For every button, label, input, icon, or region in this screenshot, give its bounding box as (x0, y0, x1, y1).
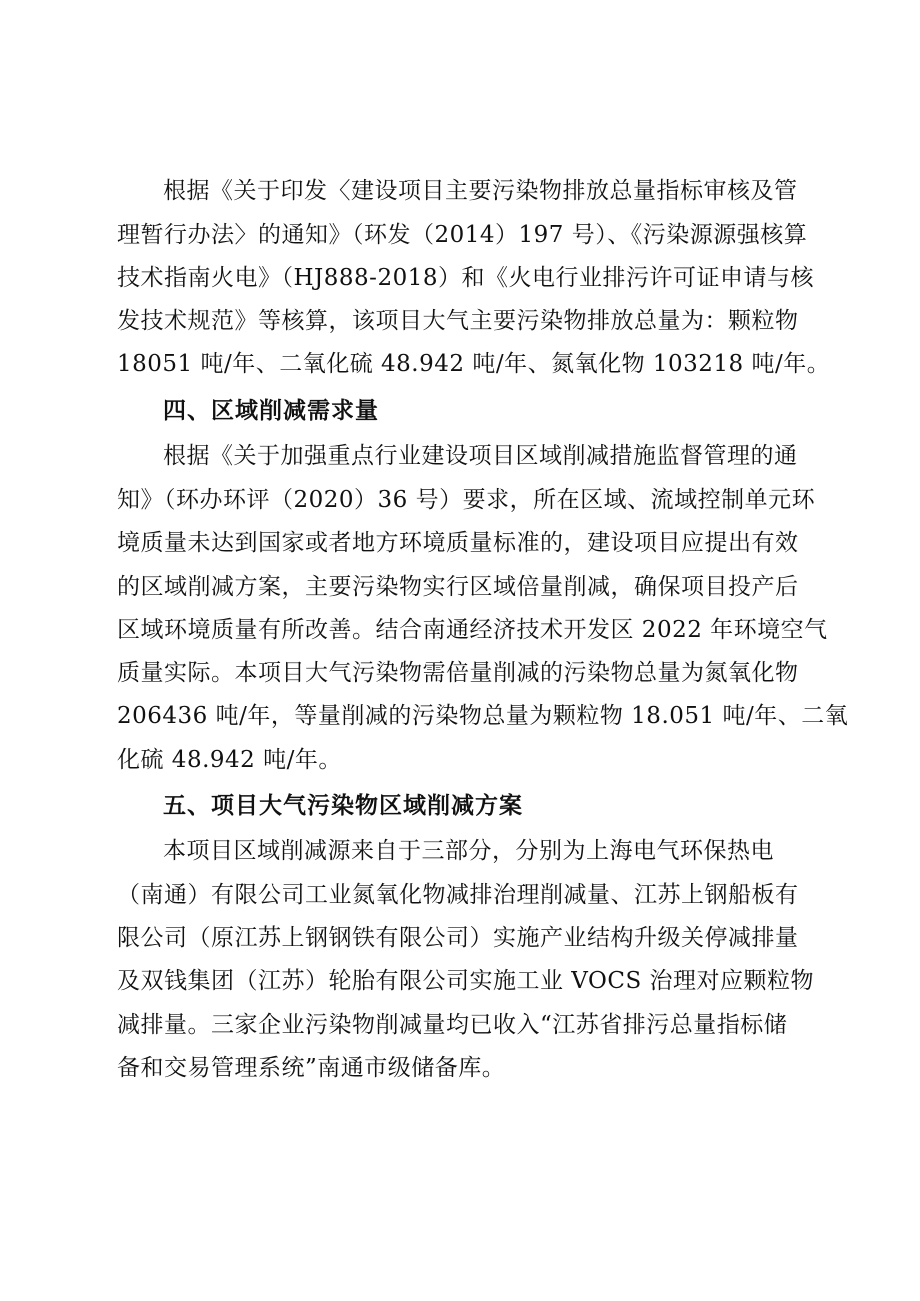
paragraph-2-line-3: 境质量未达到国家或者地方环境质量标准的，建设项目应提出有效 (117, 530, 799, 556)
paragraph-1-line-1: 根据《关于印发〈建设项目主要污染物排放总量指标审核及管 (163, 178, 798, 204)
paragraph-3-line-4: 及双钱集团（江苏）轮胎有限公司实施工业 VOCS 治理对应颗粒物 (117, 968, 815, 994)
paragraph-2-line-6: 质量实际。本项目大气污染物需倍量削减的污染物总量为氮氧化物 (117, 660, 799, 686)
paragraph-3-line-6: 备和交易管理系统”南通市级储备库。 (117, 1055, 506, 1081)
section-heading-5: 五、项目大气污染物区域削减方案 (163, 793, 523, 819)
paragraph-3-line-2: （南通）有限公司工业氮氧化物减排治理削减量、江苏上钢船板有 (117, 882, 799, 908)
paragraph-2-line-1: 根据《关于加强重点行业建设项目区域削减措施监督管理的通 (163, 443, 798, 469)
paragraph-1-line-2: 理暂行办法〉的通知》（环发（2014）197 号）、《污染源源强核算 (117, 222, 808, 248)
paragraph-1-line-4: 发技术规范》等核算，该项目大气主要污染物排放总量为：颗粒物 (117, 308, 799, 334)
paragraph-2-line-2: 知》（环办环评（2020）36 号）要求，所在区域、流域控制单元环 (117, 487, 816, 513)
paragraph-2-line-4: 的区域削减方案，主要污染物实行区域倍量削减，确保项目投产后 (117, 574, 799, 600)
section-heading-4: 四、区域削减需求量 (163, 398, 379, 424)
paragraph-2-line-8: 化硫 48.942 吨/年。 (117, 747, 342, 773)
paragraph-3-line-1: 本项目区域削减源来自于三部分，分别为上海电气环保热电 (163, 838, 774, 864)
paragraph-2-line-5: 区域环境质量有所改善。结合南通经济技术开发区 2022 年环境空气 (117, 617, 828, 643)
paragraph-3-line-3: 限公司（原江苏上钢钢铁有限公司）实施产业结构升级关停减排量 (117, 925, 799, 951)
paragraph-1-line-3: 技术指南火电》（HJ888-2018）和《火电行业排污许可证申请与核 (117, 265, 814, 291)
paragraph-1-line-5: 18051 吨/年、二氧化硫 48.942 吨/年、氮氧化物 103218 吨/年。 (117, 351, 831, 377)
paragraph-3-line-5: 减排量。三家企业污染物削减量均已收入“江苏省排污总量指标储 (117, 1012, 788, 1038)
paragraph-2-line-7: 206436 吨/年，等量削减的污染物总量为颗粒物 18.051 吨/年、二氧 (117, 703, 849, 729)
